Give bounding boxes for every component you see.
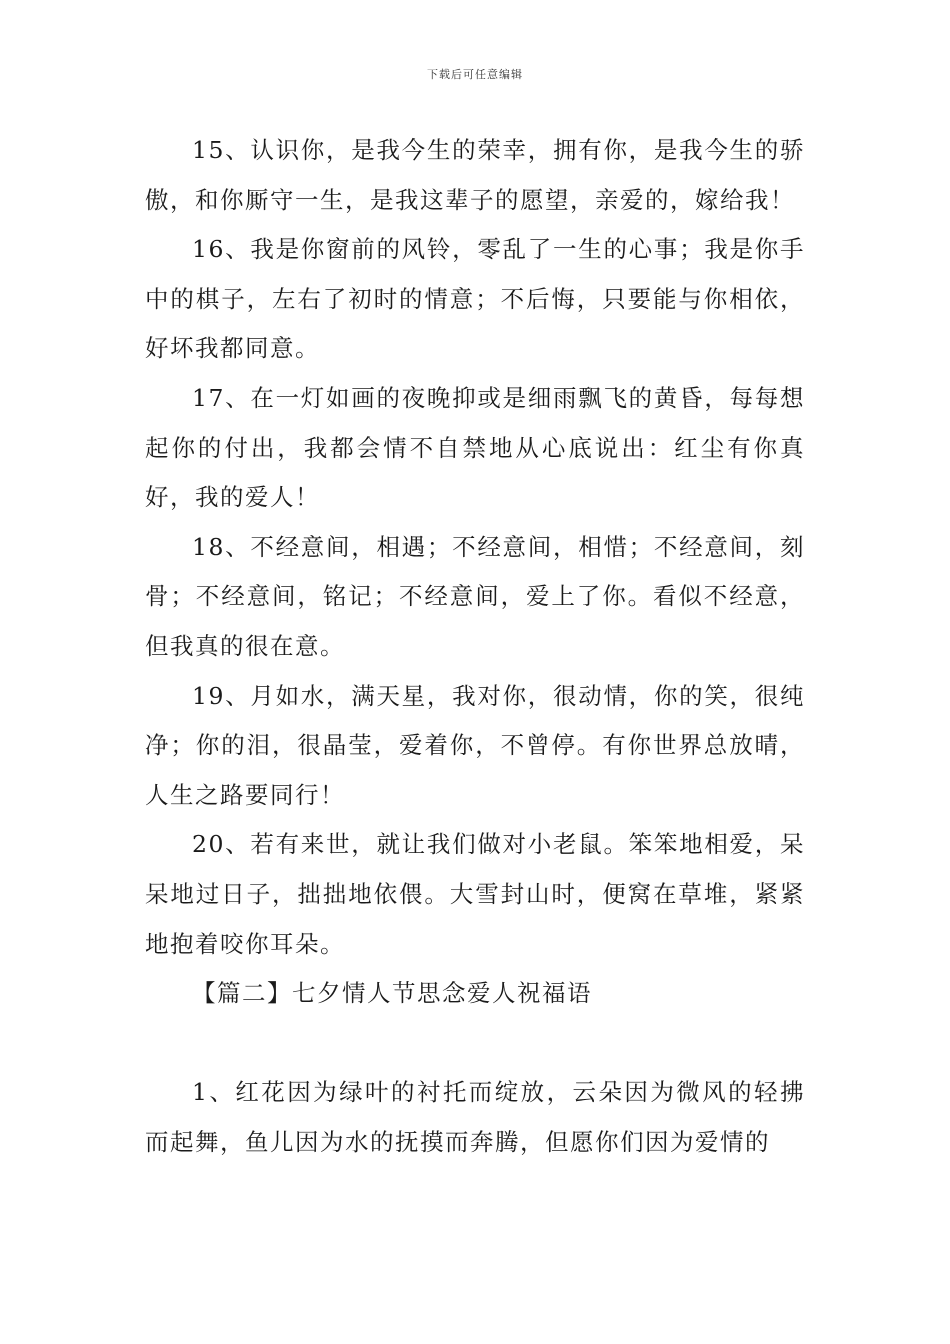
paragraph-18: 18、不经意间，相遇；不经意间，相惜；不经意间，刻骨；不经意间，铭记；不经意间，爱上了你。看似不经意，但我真的很在意。 bbox=[145, 532, 805, 660]
paragraph-17: 17、在一灯如画的夜晚抑或是细雨飘飞的黄昏，每每想起你的付出，我都会情不自禁地从心底说出：红尘有你真好，我的爱人！ bbox=[145, 383, 805, 512]
page-header: 下载后可任意编辑 bbox=[427, 68, 523, 81]
document-body bbox=[145, 126, 805, 1167]
paragraph-15: 15、认识你，是我今生的荣幸，拥有你，是我今生的骄傲，和你厮守一生，是我这辈子的愿望，亲爱的，嫁给我！ bbox=[145, 136, 805, 214]
section-paragraph-1: 1、红花因为绿叶的衬托而绽放，云朵因为微风的轻拂而起舞，鱼儿因为水的抚摸而奔腾，但愿你们因为爱情的 bbox=[145, 1078, 805, 1156]
paragraph-19: 19、月如水，满天星，我对你，很动情，你的笑，很纯净；你的泪，很晶莹，爱着你，不曾停。有你世界总放晴，人生之路要同行！ bbox=[145, 681, 805, 809]
section-spacer bbox=[145, 1019, 805, 1069]
section-title: 【篇二】七夕情人节思念爱人祝福语 bbox=[192, 979, 592, 1008]
paragraph-20: 20、若有来世，就让我们做对小老鼠。笨笨地相爱，呆呆地过日子，拙拙地依偎。大雪封山时，便窝在草堆，紧紧地抱着咬你耳朵。 bbox=[145, 830, 805, 958]
paragraph-16: 16、我是你窗前的风铃，零乱了一生的心事；我是你手中的棋子，左右了初时的情意；不后悔，只要能与你相依，好坏我都同意。 bbox=[145, 235, 805, 363]
